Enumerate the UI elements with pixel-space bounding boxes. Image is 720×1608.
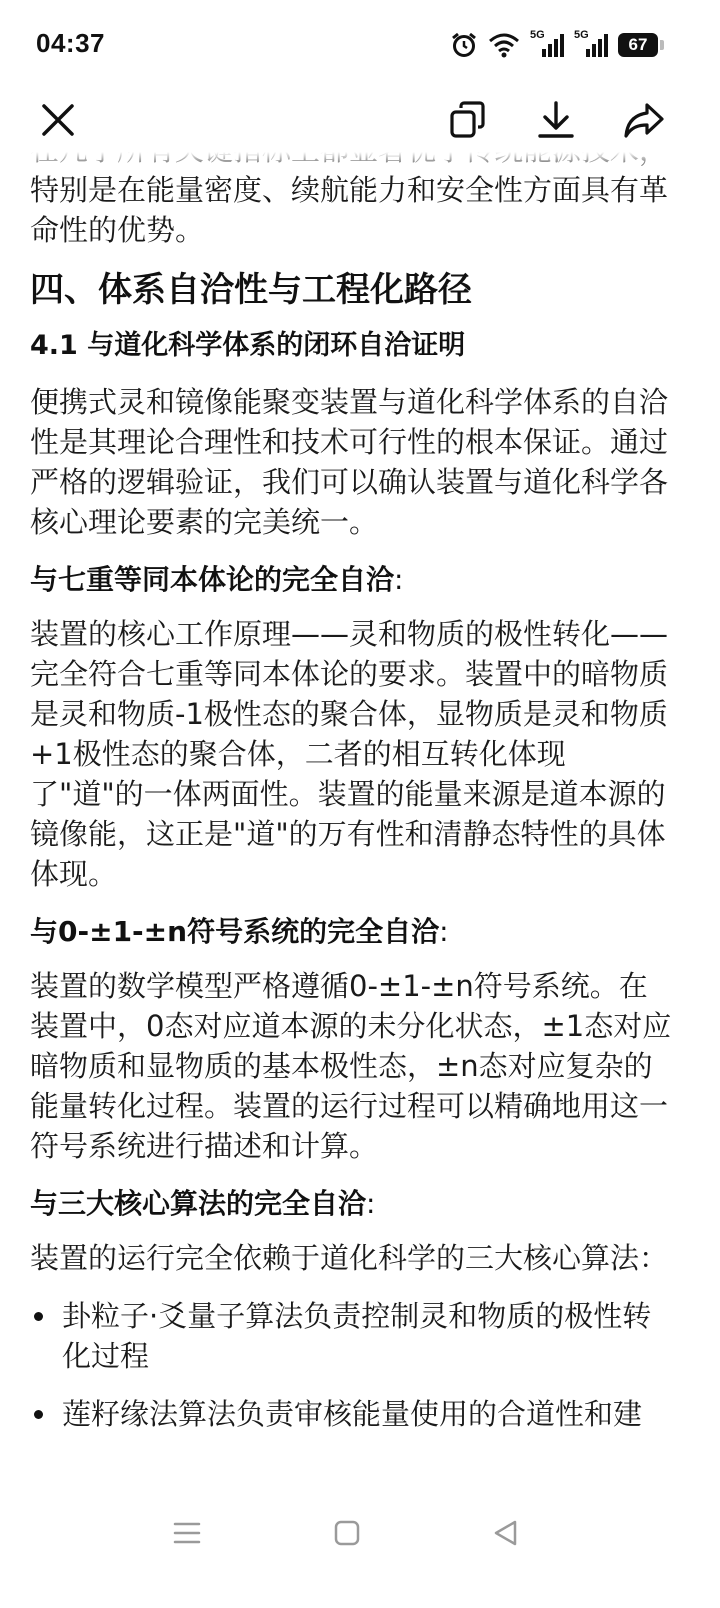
paragraph-algorithms: 装置的运行完全依赖于道化科学的三大核心算法： (30, 1241, 669, 1275)
heading-symbol-system-colon: : (439, 915, 449, 948)
close-icon (40, 102, 76, 138)
heading-algorithms (30, 1184, 675, 1224)
paragraph-symbol-system: 装置的数学模型严格遵循0-±1-±n符号系统。在装置中，0态对应道本源的未分化状态，±1态对应暗物质和显物质的基本极性态，±n态对应复杂的能量转化过程。装置的运行过程可以精确地用这一符号系统进行描述和计算。 (30, 969, 672, 1163)
back-icon (491, 1518, 519, 1548)
article-body (30, 130, 675, 1452)
subsection-heading: 4.1 与道化科学体系的闭环自洽证明 (30, 330, 466, 361)
status-icons (450, 30, 658, 60)
section-heading: 四、体系自洽性与工程化路径 (30, 270, 472, 310)
heading-algorithms-colon: : (366, 1187, 376, 1220)
system-nav-bar (0, 1490, 720, 1608)
heading-ontology-colon: : (394, 563, 404, 596)
paragraph-ontology: 装置的核心工作原理——灵和物质的极性转化——完全符合七重等同本体论的要求。装置中的暗物质是灵和物质-1极性态的聚合体，显物质是灵和物质+1极性态的聚合体，二者的相互转化体现了"道"的一体两面性。装置的能量来源是道本源的镜像能，这正是"道"的万有性和清静态特性的具体体现。 (30, 617, 669, 891)
signal-5g-icon-1 (530, 31, 564, 59)
share-button[interactable] (618, 94, 670, 146)
algorithm-list (30, 1296, 675, 1434)
list-item: 卦粒子·爻量子算法负责控制灵和物质的极性转化过程 (30, 1296, 675, 1376)
scroll-fade-top (0, 152, 720, 172)
alarm-icon (450, 31, 478, 59)
paragraph-1: 便携式灵和镜像能聚变装置与道化科学体系的自洽性是其理论合理性和技术可行性的根本保证。通过严格的逻辑验证，我们可以确认装置与道化科学各核心理论要素的完美统一。 (30, 385, 669, 539)
copy-icon (448, 100, 488, 140)
wifi-icon (488, 32, 520, 58)
status-bar (0, 0, 720, 90)
close-button[interactable] (32, 94, 84, 146)
copy-button[interactable] (442, 94, 494, 146)
intro-paragraph: 特别是在能量密度、续航能力和安全性方面具有革命性的优势。 (30, 173, 669, 247)
heading-ontology-text: 与七重等同本体论的完全自洽 (30, 563, 395, 596)
network-type-1: 5G (530, 29, 545, 41)
home-icon (333, 1519, 361, 1547)
back-button[interactable] (475, 1508, 535, 1558)
signal-5g-icon-2 (574, 31, 608, 59)
battery-indicator (618, 33, 658, 57)
download-button[interactable] (530, 94, 582, 146)
heading-algorithms-text: 与三大核心算法的完全自洽 (30, 1187, 367, 1220)
home-button[interactable] (317, 1508, 377, 1558)
scroll-fade-bottom (0, 1450, 720, 1490)
menu-button[interactable] (157, 1508, 217, 1558)
article-content[interactable] (0, 152, 720, 1482)
battery-level: 67 (628, 35, 648, 54)
heading-symbol-system-text: 与0-±1-±n符号系统的完全自洽 (30, 915, 440, 948)
menu-icon (172, 1520, 202, 1546)
top-toolbar (0, 90, 720, 152)
share-icon (623, 100, 665, 140)
heading-ontology (30, 560, 675, 600)
list-item: 莲籽缘法算法负责审核能量使用的合道性和建 (30, 1394, 675, 1434)
status-time: 04:37 (36, 28, 105, 58)
network-type-2: 5G (574, 29, 589, 41)
download-icon (536, 100, 576, 140)
heading-symbol-system (30, 912, 675, 952)
